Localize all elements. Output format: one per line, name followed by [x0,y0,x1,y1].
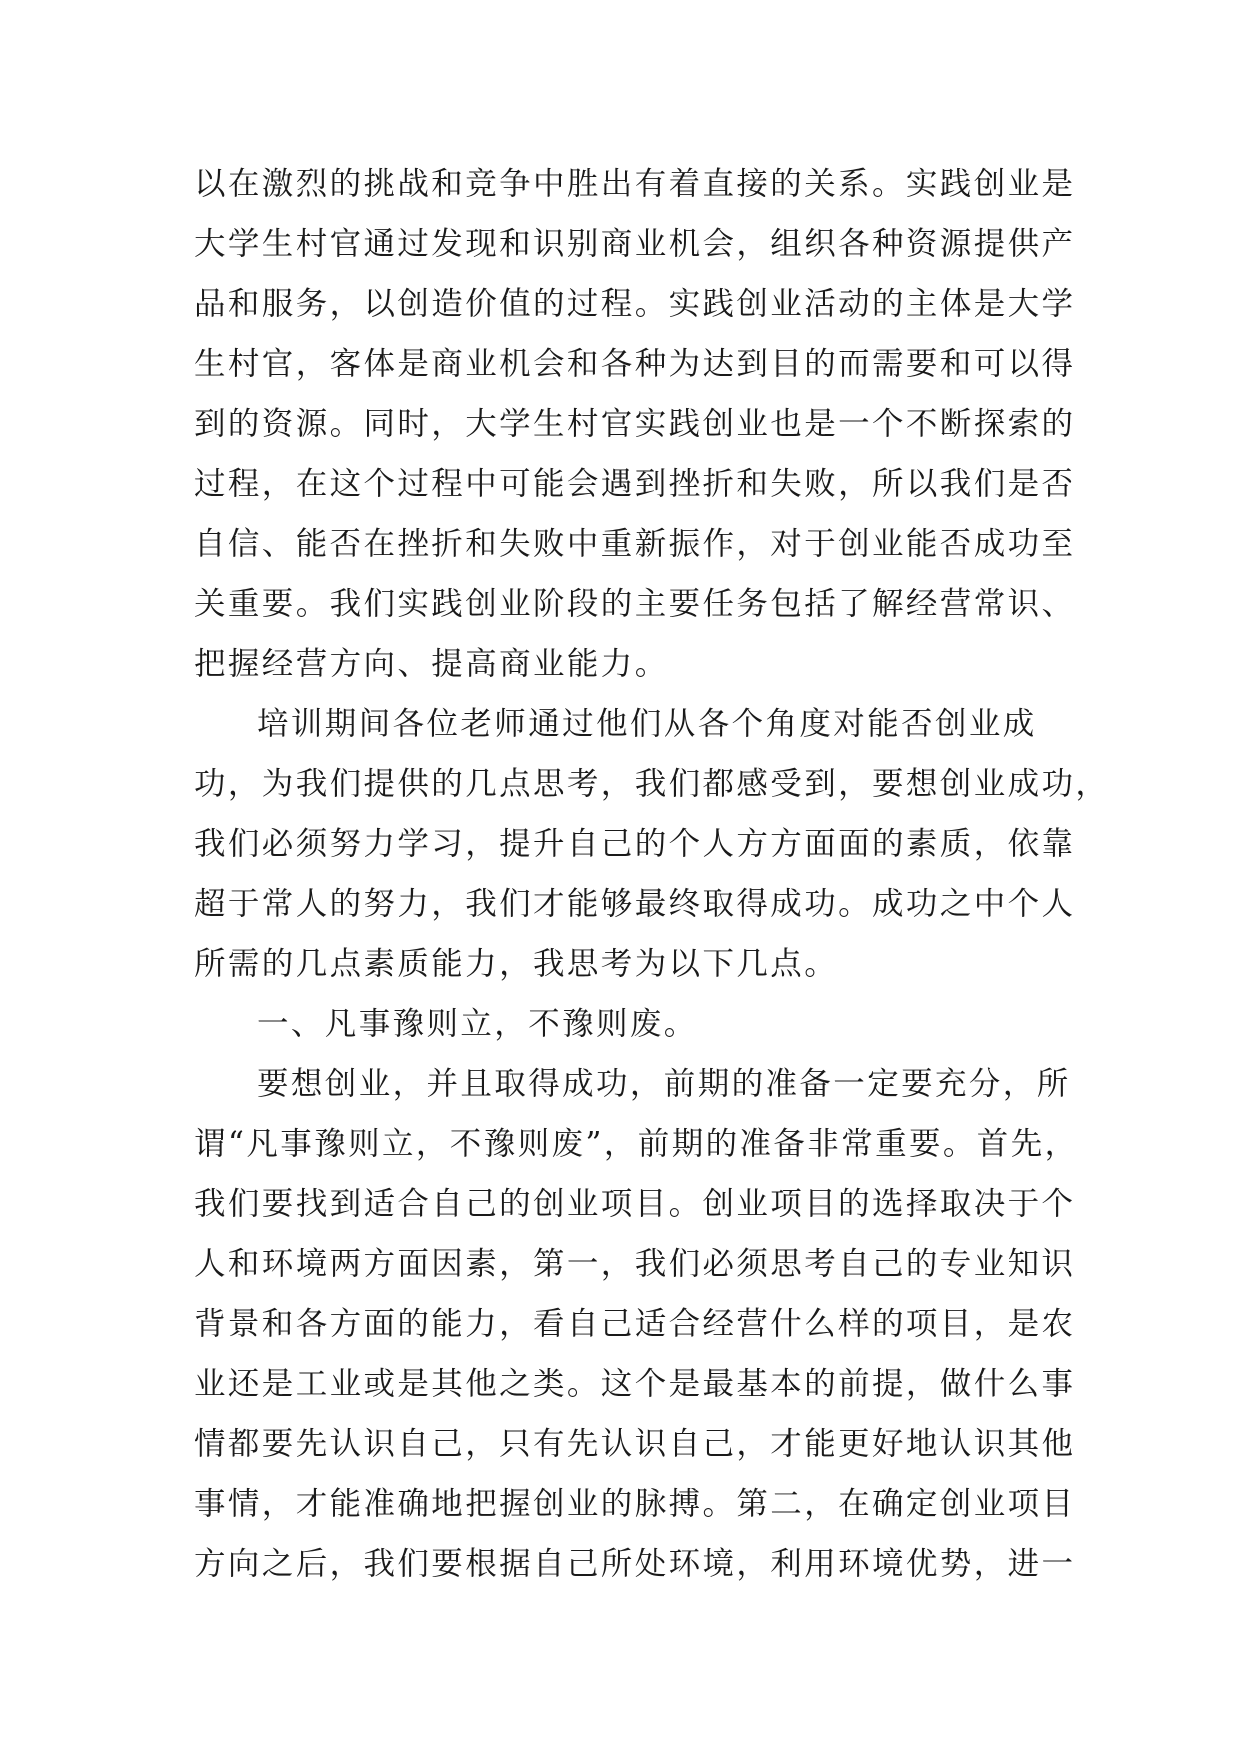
section-heading: 一、凡事豫则立，不豫则废。 [257,1006,698,1042]
text-line: 业还是工业或是其他之类。这个是最基本的前提，做什么事 [194,1366,1076,1402]
text-line: 大学生村官通过发现和识别商业机会，组织各种资源提供产 [194,226,1076,262]
text-line: 自信、能否在挫折和失败中重新振作，对于创业能否成功至 [194,526,1076,562]
paragraph-start-line: 培训期间各位老师通过他们从各个角度对能否创业成 [257,706,1037,742]
text-line: 品和服务，以创造价值的过程。实践创业活动的主体是大学 [194,286,1076,322]
text-line: 到的资源。同时，大学生村官实践创业也是一个不断探索的 [194,406,1076,442]
text-line: 背景和各方面的能力，看自己适合经营什么样的项目，是农 [194,1306,1076,1342]
text-line: 方向之后，我们要根据自己所处环境，利用环境优势，进一 [194,1546,1076,1582]
text-line: 情都要先认识自己，只有先认识自己，才能更好地认识其他 [194,1426,1076,1462]
text-line: 我们要找到适合自己的创业项目。创业项目的选择取决于个 [194,1186,1076,1222]
text-line: 关重要。我们实践创业阶段的主要任务包括了解经营常识、 [194,586,1076,622]
body-text [194,154,1110,1594]
text-line: 功，为我们提供的几点思考，我们都感受到，要想创业成功， [194,766,1110,802]
text-line: 事情，才能准确地把握创业的脉搏。第二，在确定创业项目 [194,1486,1076,1522]
text-line: 以在激烈的挑战和竞争中胜出有着直接的关系。实践创业是 [194,166,1076,202]
text-line: 把握经营方向、提高商业能力。 [194,646,669,682]
text-line: 生村官，客体是商业机会和各种为达到目的而需要和可以得 [194,346,1076,382]
text-line: 过程，在这个过程中可能会遇到挫折和失败，所以我们是否 [194,466,1076,502]
text-line: 我们必须努力学习，提升自己的个人方方面面的素质，依靠 [194,826,1076,862]
text-line: 超于常人的努力，我们才能够最终取得成功。成功之中个人 [194,886,1076,922]
text-line: 谓“凡事豫则立，不豫则废”，前期的准备非常重要。首先， [194,1126,1079,1162]
text-line: 所需的几点素质能力，我思考为以下几点。 [194,946,839,982]
paragraph-start-line: 要想创业，并且取得成功，前期的准备一定要充分，所 [257,1066,1071,1102]
text-line: 人和环境两方面因素，第一，我们必须思考自己的专业知识 [194,1246,1076,1282]
